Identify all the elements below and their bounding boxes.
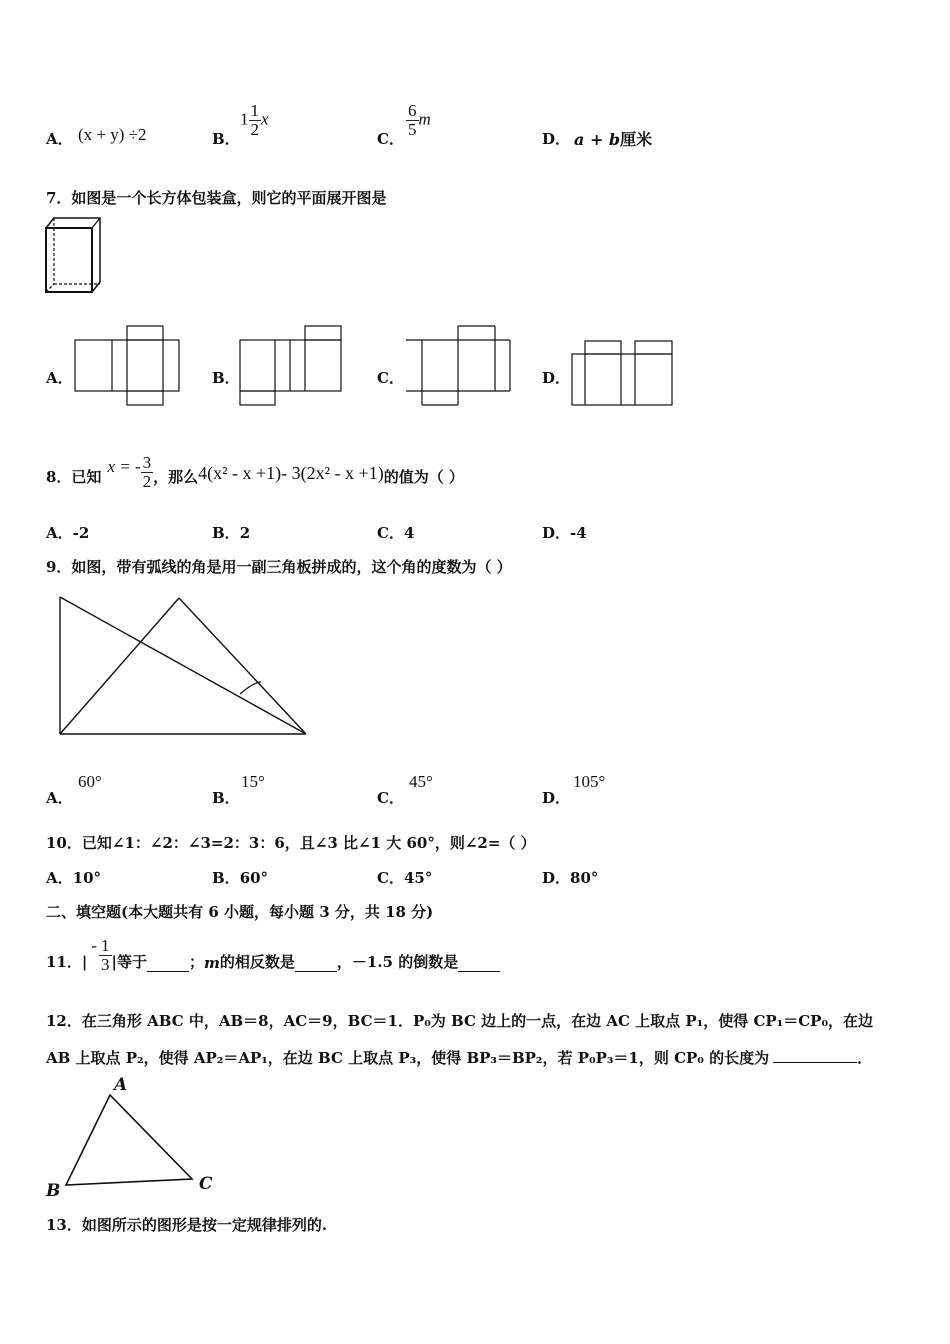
q12-line2: [46, 1047, 872, 1068]
section-fill-in-title: 二、填空题(本大题共有 6 小题，每小题 3 分，共 18 分): [46, 903, 434, 921]
q6-option-a[interactable]: [46, 128, 73, 149]
option-value: 80°: [570, 869, 599, 887]
expression: a + b: [574, 130, 621, 149]
q8-option-a[interactable]: [46, 522, 89, 543]
q11-separator: ；: [188, 953, 204, 971]
numerator: 3: [142, 453, 152, 472]
q7-net-c[interactable]: [403, 324, 515, 408]
q9-option-a-value: 60°: [78, 772, 102, 791]
q8-suffix: 的值为（ ）: [383, 467, 464, 486]
option-value: 4: [403, 524, 415, 542]
q6-option-d-expr: [574, 127, 652, 150]
angle-arc: [240, 682, 261, 694]
q8-middle: ，那么: [153, 467, 199, 486]
option-value: 60°: [239, 869, 269, 887]
answer-blank-3[interactable]: [458, 971, 500, 972]
answer-blank-1[interactable]: [147, 971, 189, 972]
q11-part3: 的相反数是: [219, 953, 295, 971]
q7-net-b[interactable]: [237, 324, 345, 408]
q6-option-c[interactable]: [377, 128, 404, 149]
q9-option-b[interactable]: [212, 787, 240, 808]
denominator: 2: [250, 119, 259, 139]
option-label: B．: [212, 130, 240, 148]
whole-number: 1: [240, 109, 249, 129]
denominator: 3: [101, 955, 110, 975]
vertex-a-label: A: [114, 1075, 128, 1095]
q6-option-c-expr: [406, 102, 431, 139]
q7-option-a[interactable]: A．: [46, 369, 73, 387]
option-label: D．: [542, 524, 571, 542]
q6-option-b[interactable]: [212, 128, 240, 149]
q9-triangle-set-figure: [54, 592, 312, 740]
cuboid-box-figure: [44, 216, 102, 294]
q7-net-d[interactable]: [569, 338, 675, 408]
option-label: B．: [212, 789, 240, 807]
vertex-c-label: C: [199, 1174, 213, 1194]
option-label: D．: [542, 130, 571, 148]
variable-m: m: [204, 954, 220, 972]
q6-option-d[interactable]: [542, 128, 570, 149]
q11-prefix: 11．|: [46, 953, 88, 971]
numerator: 6: [408, 101, 417, 120]
q8-option-c[interactable]: [377, 522, 414, 543]
denominator: 5: [408, 119, 417, 139]
q12-line2-text: AB 上取点 P₂，使得 AP₂＝AP₁，在边 BC 上取点 P₃，使得 BP₃＝BP₂，若 P₀P₃＝1，则 CP₀ 的长度为: [46, 1049, 770, 1067]
q10-stem: 10．已知∠1：∠2：∠3=2：3：6，且∠3 比∠1 大 60°，则∠2=（ ）: [46, 834, 536, 852]
q7-net-a[interactable]: [72, 324, 182, 408]
q6-option-a-expr: (x + y) ÷2: [78, 125, 147, 144]
variable: m: [418, 109, 431, 129]
q10-option-c[interactable]: [377, 867, 432, 888]
option-label: A．: [46, 130, 73, 148]
option-value: -4: [570, 524, 587, 542]
q10-option-d[interactable]: [542, 867, 598, 888]
q12-end: ．: [857, 1049, 873, 1067]
q9-option-a[interactable]: [46, 787, 73, 808]
q10-option-b[interactable]: [212, 867, 268, 888]
option-label: C．: [377, 130, 404, 148]
denominator: 2: [142, 471, 152, 491]
q11-part4: ，－1.5 的倒数是: [336, 953, 459, 971]
answer-blank[interactable]: [773, 1062, 857, 1063]
q8-option-d[interactable]: [542, 522, 587, 543]
q9-option-d[interactable]: [542, 787, 570, 808]
q7-option-d[interactable]: D．: [542, 369, 571, 387]
vertex-b-label: B: [46, 1181, 61, 1201]
answer-blank-2[interactable]: [295, 971, 337, 972]
negative-sign: -: [91, 936, 98, 955]
option-value: -2: [72, 524, 90, 542]
option-label: C．: [377, 524, 404, 542]
option-label: C．: [377, 869, 404, 887]
q9-option-d-value: 105°: [573, 772, 606, 791]
q11-stem: [46, 928, 500, 975]
unit: 厘米: [620, 130, 653, 149]
q8-expression: 4(x² - x +1)- 3(2x² - x +1): [198, 462, 384, 483]
numerator: 1: [250, 101, 259, 120]
option-label: C．: [377, 789, 404, 807]
q9-stem: 9．如图，带有弧线的角是用一副三角板拼成的，这个角的度数为（ ）: [46, 558, 512, 576]
q6-option-b-expr: [240, 102, 269, 139]
variable: x: [261, 109, 269, 129]
q13-stem: 13．如图所示的图形是按一定规律排列的.: [46, 1216, 328, 1234]
q11-abs-close: |等于: [111, 953, 147, 971]
q9-option-c[interactable]: [377, 787, 404, 808]
q9-option-c-value: 45°: [409, 772, 433, 791]
option-value: 10°: [72, 869, 102, 887]
q12-triangle-abc-figure: [44, 1075, 224, 1203]
q7-option-c[interactable]: C．: [377, 369, 404, 387]
option-value: 45°: [403, 869, 433, 887]
q8-x-equals: x = -: [107, 457, 141, 477]
q10-option-a[interactable]: [46, 867, 101, 888]
option-label: D．: [542, 789, 571, 807]
option-label: B．: [212, 869, 240, 887]
option-label: B．: [212, 524, 240, 542]
q7-stem: 7．如图是一个长方体包装盒，则它的平面展开图是: [46, 189, 387, 207]
q8-option-b[interactable]: [212, 522, 250, 543]
q12-line1: 12．在三角形 ABC 中，AB＝8，AC＝9，BC＝1．P₀为 BC 边上的一点，在边 AC 上取点 P₁，使得 CP₁＝CP₀，在边: [46, 1012, 874, 1030]
q8-prefix: 8．已知: [46, 467, 102, 486]
option-value: 2: [239, 524, 251, 542]
option-label: A．: [46, 869, 73, 887]
q7-option-b[interactable]: B．: [212, 369, 240, 387]
option-label: A．: [46, 789, 73, 807]
option-label: A．: [46, 524, 73, 542]
q8-stem: [46, 453, 464, 491]
q9-option-b-value: 15°: [241, 772, 265, 791]
numerator: 1: [101, 936, 110, 956]
option-label: D．: [542, 869, 571, 887]
